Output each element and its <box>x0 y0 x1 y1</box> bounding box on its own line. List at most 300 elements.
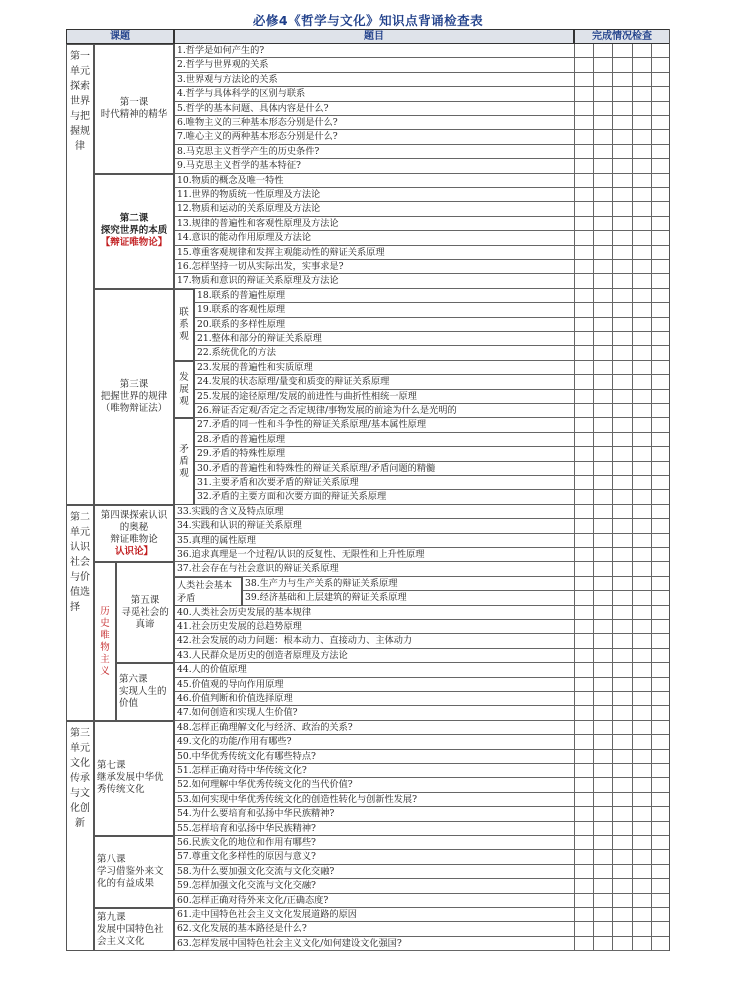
check-box[interactable] <box>612 289 631 303</box>
check-box[interactable] <box>574 433 593 447</box>
check-box[interactable] <box>574 620 593 634</box>
check-box[interactable] <box>651 318 670 332</box>
check-box[interactable] <box>632 447 651 461</box>
check-box[interactable] <box>574 634 593 648</box>
check-box[interactable] <box>612 390 631 404</box>
check-box[interactable] <box>632 706 651 720</box>
check-box[interactable] <box>632 202 651 216</box>
check-box[interactable] <box>651 58 670 72</box>
check-box[interactable] <box>612 721 631 735</box>
check-box[interactable] <box>574 246 593 260</box>
check-box[interactable] <box>612 202 631 216</box>
check-box[interactable] <box>651 894 670 908</box>
check-box[interactable] <box>593 750 612 764</box>
check-box[interactable] <box>593 390 612 404</box>
check-box[interactable] <box>651 202 670 216</box>
check-box[interactable] <box>593 346 612 360</box>
check-box[interactable] <box>612 433 631 447</box>
check-box[interactable] <box>593 793 612 807</box>
check-box[interactable] <box>612 246 631 260</box>
check-box[interactable] <box>574 606 593 620</box>
check-box[interactable] <box>651 505 670 519</box>
check-box[interactable] <box>632 260 651 274</box>
check-box[interactable] <box>574 735 593 749</box>
check-box[interactable] <box>632 289 651 303</box>
check-box[interactable] <box>651 908 670 922</box>
check-box[interactable] <box>593 836 612 850</box>
check-box[interactable] <box>574 289 593 303</box>
check-box[interactable] <box>632 634 651 648</box>
check-box[interactable] <box>574 130 593 144</box>
check-box[interactable] <box>651 735 670 749</box>
check-box[interactable] <box>593 894 612 908</box>
check-box[interactable] <box>651 418 670 432</box>
check-box[interactable] <box>632 692 651 706</box>
check-box[interactable] <box>593 274 612 288</box>
check-box[interactable] <box>574 87 593 101</box>
check-box[interactable] <box>632 850 651 864</box>
check-box[interactable] <box>574 692 593 706</box>
check-box[interactable] <box>612 735 631 749</box>
check-box[interactable] <box>651 706 670 720</box>
check-box[interactable] <box>593 404 612 418</box>
check-box[interactable] <box>574 73 593 87</box>
check-box[interactable] <box>574 102 593 116</box>
check-box[interactable] <box>612 159 631 173</box>
check-box[interactable] <box>574 361 593 375</box>
check-box[interactable] <box>632 663 651 677</box>
check-box[interactable] <box>651 289 670 303</box>
check-box[interactable] <box>612 937 631 951</box>
check-box[interactable] <box>651 807 670 821</box>
check-box[interactable] <box>574 764 593 778</box>
check-box[interactable] <box>651 433 670 447</box>
check-box[interactable] <box>651 793 670 807</box>
check-box[interactable] <box>632 505 651 519</box>
check-box[interactable] <box>593 922 612 936</box>
check-box[interactable] <box>593 577 612 591</box>
check-box[interactable] <box>632 44 651 58</box>
check-box[interactable] <box>632 188 651 202</box>
check-box[interactable] <box>632 231 651 245</box>
check-box[interactable] <box>632 894 651 908</box>
check-box[interactable] <box>612 879 631 893</box>
check-box[interactable] <box>574 332 593 346</box>
check-box[interactable] <box>632 606 651 620</box>
check-box[interactable] <box>612 130 631 144</box>
check-box[interactable] <box>651 447 670 461</box>
check-box[interactable] <box>593 58 612 72</box>
check-box[interactable] <box>612 793 631 807</box>
check-box[interactable] <box>632 620 651 634</box>
check-box[interactable] <box>651 649 670 663</box>
check-box[interactable] <box>612 73 631 87</box>
check-box[interactable] <box>574 865 593 879</box>
check-box[interactable] <box>632 649 651 663</box>
check-box[interactable] <box>651 922 670 936</box>
check-box[interactable] <box>632 750 651 764</box>
check-box[interactable] <box>612 649 631 663</box>
check-box[interactable] <box>593 303 612 317</box>
check-box[interactable] <box>612 116 631 130</box>
check-box[interactable] <box>593 534 612 548</box>
check-box[interactable] <box>612 490 631 504</box>
check-box[interactable] <box>632 764 651 778</box>
check-box[interactable] <box>632 433 651 447</box>
check-box[interactable] <box>651 375 670 389</box>
check-box[interactable] <box>651 620 670 634</box>
check-box[interactable] <box>651 462 670 476</box>
check-box[interactable] <box>651 591 670 605</box>
check-box[interactable] <box>632 548 651 562</box>
check-box[interactable] <box>612 505 631 519</box>
check-box[interactable] <box>593 865 612 879</box>
check-box[interactable] <box>593 778 612 792</box>
check-box[interactable] <box>651 750 670 764</box>
check-box[interactable] <box>651 44 670 58</box>
check-box[interactable] <box>612 807 631 821</box>
check-box[interactable] <box>593 937 612 951</box>
check-box[interactable] <box>632 390 651 404</box>
check-box[interactable] <box>593 217 612 231</box>
check-box[interactable] <box>612 58 631 72</box>
check-box[interactable] <box>632 116 651 130</box>
check-box[interactable] <box>632 922 651 936</box>
check-box[interactable] <box>593 44 612 58</box>
check-box[interactable] <box>574 850 593 864</box>
check-box[interactable] <box>632 73 651 87</box>
check-box[interactable] <box>593 116 612 130</box>
check-box[interactable] <box>612 332 631 346</box>
check-box[interactable] <box>651 721 670 735</box>
check-box[interactable] <box>612 750 631 764</box>
check-box[interactable] <box>612 87 631 101</box>
check-box[interactable] <box>612 361 631 375</box>
check-box[interactable] <box>651 836 670 850</box>
check-box[interactable] <box>574 793 593 807</box>
check-box[interactable] <box>593 260 612 274</box>
check-box[interactable] <box>593 879 612 893</box>
check-box[interactable] <box>632 87 651 101</box>
check-box[interactable] <box>593 87 612 101</box>
check-box[interactable] <box>612 231 631 245</box>
check-box[interactable] <box>574 231 593 245</box>
check-box[interactable] <box>612 145 631 159</box>
check-box[interactable] <box>632 678 651 692</box>
check-box[interactable] <box>593 174 612 188</box>
check-box[interactable] <box>651 159 670 173</box>
check-box[interactable] <box>593 130 612 144</box>
check-box[interactable] <box>593 548 612 562</box>
check-box[interactable] <box>632 102 651 116</box>
check-box[interactable] <box>632 375 651 389</box>
check-box[interactable] <box>593 73 612 87</box>
check-box[interactable] <box>632 836 651 850</box>
check-box[interactable] <box>574 750 593 764</box>
check-box[interactable] <box>612 706 631 720</box>
check-box[interactable] <box>593 735 612 749</box>
check-box[interactable] <box>651 879 670 893</box>
check-box[interactable] <box>574 534 593 548</box>
check-box[interactable] <box>593 519 612 533</box>
check-box[interactable] <box>651 174 670 188</box>
check-box[interactable] <box>632 476 651 490</box>
check-box[interactable] <box>574 318 593 332</box>
check-box[interactable] <box>574 807 593 821</box>
check-box[interactable] <box>651 692 670 706</box>
check-box[interactable] <box>651 303 670 317</box>
check-box[interactable] <box>593 692 612 706</box>
check-box[interactable] <box>593 908 612 922</box>
check-box[interactable] <box>574 145 593 159</box>
check-box[interactable] <box>632 490 651 504</box>
check-box[interactable] <box>574 490 593 504</box>
check-box[interactable] <box>612 634 631 648</box>
check-box[interactable] <box>612 836 631 850</box>
check-box[interactable] <box>593 706 612 720</box>
check-box[interactable] <box>651 404 670 418</box>
check-box[interactable] <box>632 462 651 476</box>
check-box[interactable] <box>574 303 593 317</box>
check-box[interactable] <box>632 145 651 159</box>
check-box[interactable] <box>632 58 651 72</box>
check-box[interactable] <box>574 778 593 792</box>
check-box[interactable] <box>651 188 670 202</box>
check-box[interactable] <box>612 894 631 908</box>
check-box[interactable] <box>632 246 651 260</box>
check-box[interactable] <box>651 102 670 116</box>
check-box[interactable] <box>632 130 651 144</box>
check-box[interactable] <box>612 174 631 188</box>
check-box[interactable] <box>632 332 651 346</box>
check-box[interactable] <box>574 908 593 922</box>
check-box[interactable] <box>574 678 593 692</box>
check-box[interactable] <box>593 721 612 735</box>
check-box[interactable] <box>612 562 631 576</box>
check-box[interactable] <box>574 476 593 490</box>
check-box[interactable] <box>593 822 612 836</box>
check-box[interactable] <box>651 145 670 159</box>
check-box[interactable] <box>651 217 670 231</box>
check-box[interactable] <box>574 159 593 173</box>
check-box[interactable] <box>612 375 631 389</box>
check-box[interactable] <box>593 159 612 173</box>
check-box[interactable] <box>593 562 612 576</box>
check-box[interactable] <box>593 102 612 116</box>
check-box[interactable] <box>593 289 612 303</box>
check-box[interactable] <box>612 217 631 231</box>
check-box[interactable] <box>632 577 651 591</box>
check-box[interactable] <box>612 764 631 778</box>
check-box[interactable] <box>651 490 670 504</box>
check-box[interactable] <box>593 606 612 620</box>
check-box[interactable] <box>632 721 651 735</box>
check-box[interactable] <box>574 44 593 58</box>
check-box[interactable] <box>612 303 631 317</box>
check-box[interactable] <box>593 202 612 216</box>
check-box[interactable] <box>612 778 631 792</box>
check-box[interactable] <box>593 361 612 375</box>
check-box[interactable] <box>632 318 651 332</box>
check-box[interactable] <box>612 404 631 418</box>
check-box[interactable] <box>651 678 670 692</box>
check-box[interactable] <box>651 534 670 548</box>
check-box[interactable] <box>632 519 651 533</box>
check-box[interactable] <box>574 706 593 720</box>
check-box[interactable] <box>651 548 670 562</box>
check-box[interactable] <box>651 260 670 274</box>
check-box[interactable] <box>612 692 631 706</box>
check-box[interactable] <box>612 548 631 562</box>
check-box[interactable] <box>574 375 593 389</box>
check-box[interactable] <box>593 462 612 476</box>
check-box[interactable] <box>651 822 670 836</box>
check-box[interactable] <box>612 260 631 274</box>
check-box[interactable] <box>574 116 593 130</box>
check-box[interactable] <box>574 663 593 677</box>
check-box[interactable] <box>632 937 651 951</box>
check-box[interactable] <box>593 620 612 634</box>
check-box[interactable] <box>612 865 631 879</box>
check-box[interactable] <box>574 721 593 735</box>
check-box[interactable] <box>651 246 670 260</box>
check-box[interactable] <box>632 303 651 317</box>
check-box[interactable] <box>632 274 651 288</box>
check-box[interactable] <box>632 418 651 432</box>
check-box[interactable] <box>612 577 631 591</box>
check-box[interactable] <box>651 346 670 360</box>
check-box[interactable] <box>574 188 593 202</box>
check-box[interactable] <box>574 447 593 461</box>
check-box[interactable] <box>574 174 593 188</box>
check-box[interactable] <box>574 649 593 663</box>
check-box[interactable] <box>593 634 612 648</box>
check-box[interactable] <box>612 591 631 605</box>
check-box[interactable] <box>574 274 593 288</box>
check-box[interactable] <box>651 577 670 591</box>
check-box[interactable] <box>651 73 670 87</box>
check-box[interactable] <box>593 433 612 447</box>
check-box[interactable] <box>574 836 593 850</box>
check-box[interactable] <box>574 562 593 576</box>
check-box[interactable] <box>574 346 593 360</box>
check-box[interactable] <box>574 418 593 432</box>
check-box[interactable] <box>593 591 612 605</box>
check-box[interactable] <box>651 606 670 620</box>
check-box[interactable] <box>574 577 593 591</box>
check-box[interactable] <box>651 476 670 490</box>
check-box[interactable] <box>612 850 631 864</box>
check-box[interactable] <box>632 807 651 821</box>
check-box[interactable] <box>651 361 670 375</box>
check-box[interactable] <box>574 505 593 519</box>
check-box[interactable] <box>632 159 651 173</box>
check-box[interactable] <box>612 620 631 634</box>
check-box[interactable] <box>574 822 593 836</box>
check-box[interactable] <box>632 174 651 188</box>
check-box[interactable] <box>593 145 612 159</box>
check-box[interactable] <box>612 102 631 116</box>
check-box[interactable] <box>593 318 612 332</box>
check-box[interactable] <box>574 462 593 476</box>
check-box[interactable] <box>632 562 651 576</box>
check-box[interactable] <box>612 606 631 620</box>
check-box[interactable] <box>593 663 612 677</box>
check-box[interactable] <box>593 476 612 490</box>
check-box[interactable] <box>612 318 631 332</box>
check-box[interactable] <box>632 534 651 548</box>
check-box[interactable] <box>632 591 651 605</box>
check-box[interactable] <box>574 937 593 951</box>
check-box[interactable] <box>612 346 631 360</box>
check-box[interactable] <box>632 793 651 807</box>
check-box[interactable] <box>612 476 631 490</box>
check-box[interactable] <box>632 778 651 792</box>
check-box[interactable] <box>651 562 670 576</box>
check-box[interactable] <box>651 390 670 404</box>
check-box[interactable] <box>593 231 612 245</box>
check-box[interactable] <box>593 447 612 461</box>
check-box[interactable] <box>574 879 593 893</box>
check-box[interactable] <box>574 58 593 72</box>
check-box[interactable] <box>574 922 593 936</box>
check-box[interactable] <box>593 418 612 432</box>
check-box[interactable] <box>593 490 612 504</box>
check-box[interactable] <box>651 116 670 130</box>
check-box[interactable] <box>632 865 651 879</box>
check-box[interactable] <box>574 591 593 605</box>
check-box[interactable] <box>651 778 670 792</box>
check-box[interactable] <box>593 850 612 864</box>
check-box[interactable] <box>651 231 670 245</box>
check-box[interactable] <box>632 908 651 922</box>
check-box[interactable] <box>612 678 631 692</box>
check-box[interactable] <box>651 937 670 951</box>
check-box[interactable] <box>651 87 670 101</box>
check-box[interactable] <box>632 346 651 360</box>
check-box[interactable] <box>612 663 631 677</box>
check-box[interactable] <box>574 217 593 231</box>
check-box[interactable] <box>574 519 593 533</box>
check-box[interactable] <box>574 390 593 404</box>
check-box[interactable] <box>632 822 651 836</box>
check-box[interactable] <box>632 735 651 749</box>
check-box[interactable] <box>651 332 670 346</box>
check-box[interactable] <box>612 822 631 836</box>
check-box[interactable] <box>651 850 670 864</box>
check-box[interactable] <box>632 879 651 893</box>
check-box[interactable] <box>612 908 631 922</box>
check-box[interactable] <box>593 246 612 260</box>
check-box[interactable] <box>632 404 651 418</box>
check-box[interactable] <box>612 519 631 533</box>
check-box[interactable] <box>593 505 612 519</box>
check-box[interactable] <box>593 188 612 202</box>
check-box[interactable] <box>574 202 593 216</box>
check-box[interactable] <box>651 519 670 533</box>
check-box[interactable] <box>593 678 612 692</box>
check-box[interactable] <box>612 44 631 58</box>
check-box[interactable] <box>593 807 612 821</box>
check-box[interactable] <box>651 663 670 677</box>
check-box[interactable] <box>651 764 670 778</box>
check-box[interactable] <box>593 764 612 778</box>
check-box[interactable] <box>651 130 670 144</box>
check-box[interactable] <box>632 217 651 231</box>
check-box[interactable] <box>612 922 631 936</box>
check-box[interactable] <box>651 865 670 879</box>
check-box[interactable] <box>574 548 593 562</box>
